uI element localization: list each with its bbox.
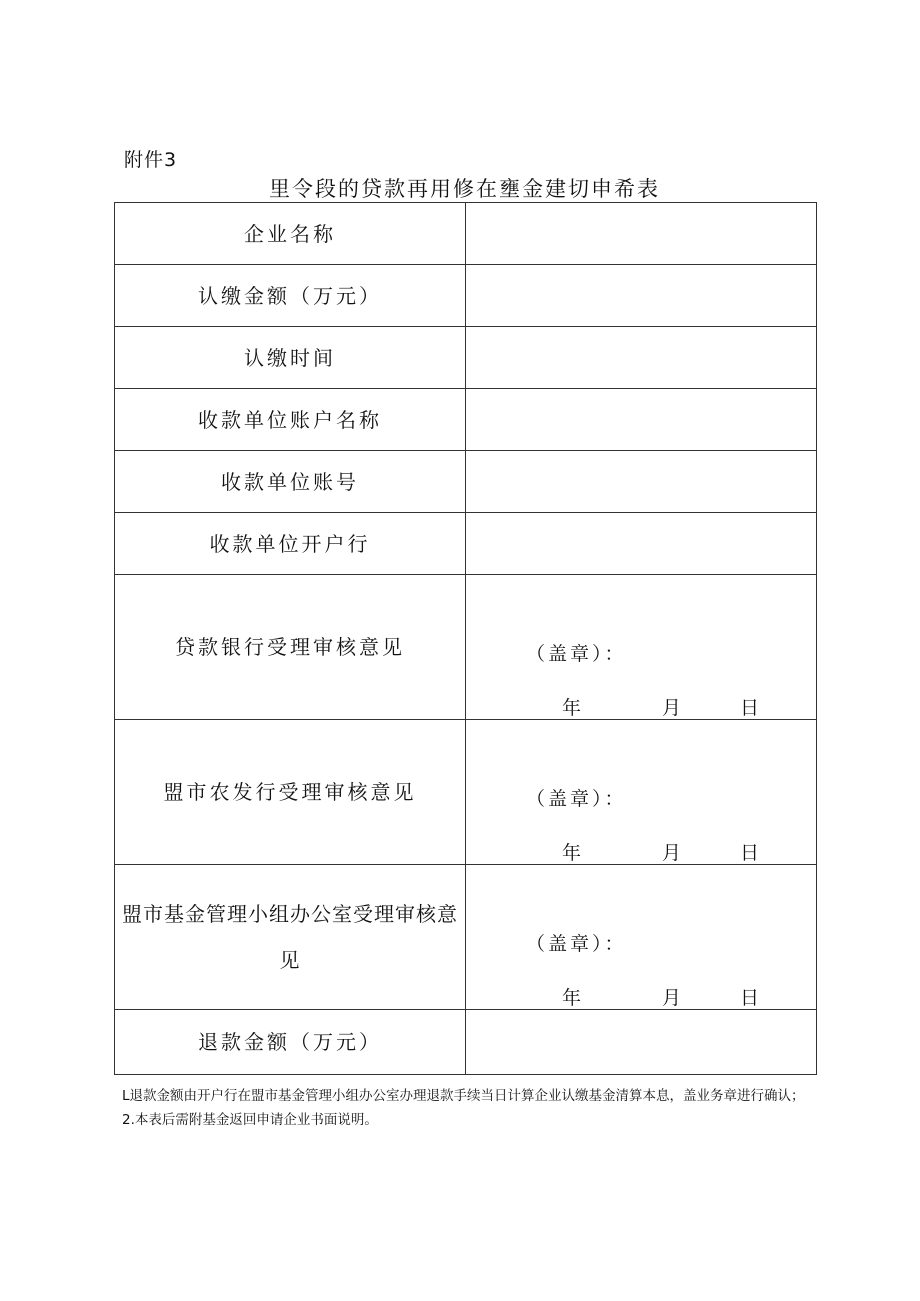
table-row xyxy=(115,1010,817,1075)
date-day-label: 日 xyxy=(740,842,760,864)
fund-office-review-label: 盟市基金管理小组办公室受理审核意见 xyxy=(115,865,466,1010)
refund-amount-label: 退款金额（万元） xyxy=(115,1010,466,1075)
payee-account-number-label: 收款单位账号 xyxy=(115,451,466,513)
attachment-label: 附件3 xyxy=(124,149,178,171)
subscription-amount-label: 认缴金额（万元） xyxy=(115,265,466,327)
application-form-table xyxy=(114,202,817,1075)
table-row xyxy=(115,327,817,389)
subscription-time-label: 认缴时间 xyxy=(115,327,466,389)
adbc-review-label: 盟市农发行受理审核意见 xyxy=(115,720,466,865)
refund-amount-field xyxy=(466,1010,817,1075)
fund-office-review-field xyxy=(466,865,817,1010)
payee-account-name-field xyxy=(466,389,817,451)
table-row xyxy=(115,720,817,865)
lending-bank-review-field xyxy=(466,575,817,720)
date-day-label: 日 xyxy=(740,987,760,1009)
date-month-label: 月 xyxy=(662,987,682,1009)
payee-account-name-label: 收款单位账户名称 xyxy=(115,389,466,451)
adbc-review-field xyxy=(466,720,817,865)
table-row xyxy=(115,389,817,451)
company-name-field xyxy=(466,203,817,265)
date-year-label: 年 xyxy=(562,842,582,864)
table-row xyxy=(115,451,817,513)
table-row xyxy=(115,265,817,327)
stamp-label: （盖章）： xyxy=(526,788,627,810)
stamp-label: （盖章）： xyxy=(526,643,627,665)
footnote: L退款金额由开户行在盟市基金管理小组办公室办理退款手续当日计算企业认缴基金清算本息，盖业务章进行确认；2.本表后需附基金返回申请企业书面说明。 xyxy=(122,1088,805,1128)
subscription-time-field xyxy=(466,327,817,389)
date-year-label: 年 xyxy=(562,987,582,1009)
company-name-label: 企业名称 xyxy=(115,203,466,265)
payee-account-number-field xyxy=(466,451,817,513)
subscription-amount-field xyxy=(466,265,817,327)
payee-bank-field xyxy=(466,513,817,575)
date-month-label: 月 xyxy=(662,842,682,864)
date-year-label: 年 xyxy=(562,697,582,719)
date-day-label: 日 xyxy=(740,697,760,719)
lending-bank-review-label: 贷款银行受理审核意见 xyxy=(115,575,466,720)
payee-bank-label: 收款单位开户行 xyxy=(115,513,466,575)
stamp-label: （盖章）： xyxy=(526,933,627,955)
form-title: 里令段的贷款再用修在壅金建切申希表 xyxy=(269,177,660,201)
date-month-label: 月 xyxy=(662,697,682,719)
table-row xyxy=(115,203,817,265)
table-row xyxy=(115,865,817,1010)
table-row xyxy=(115,575,817,720)
table-row xyxy=(115,513,817,575)
